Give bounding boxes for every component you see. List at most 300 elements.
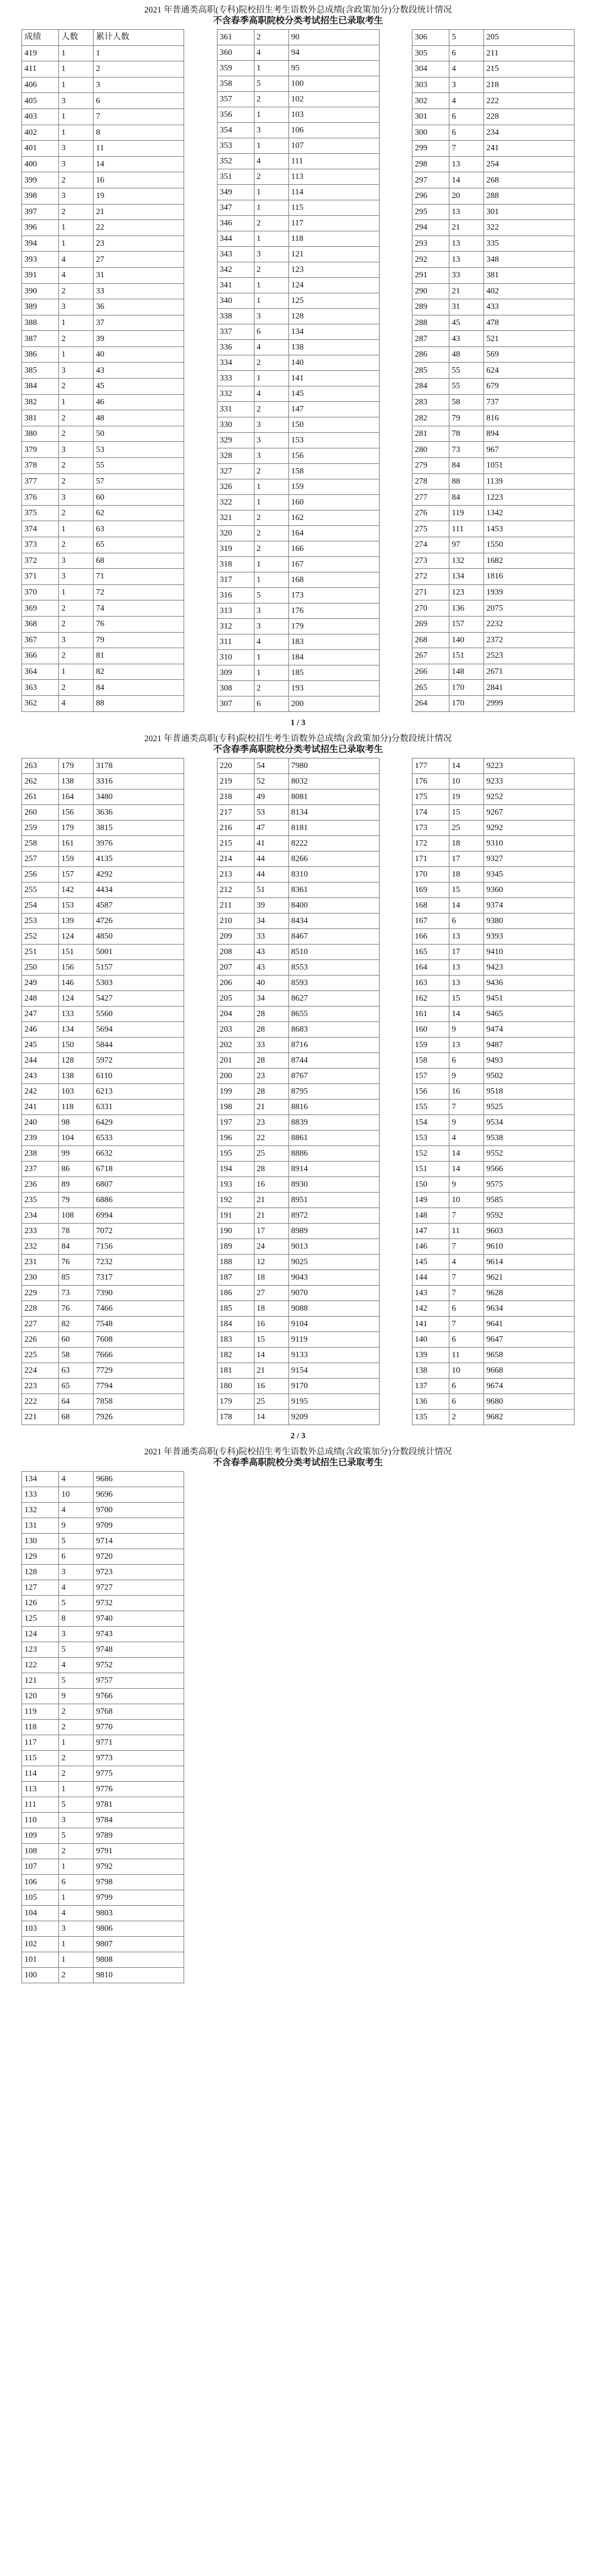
score-cell: 272 xyxy=(412,569,449,585)
count-cell: 1 xyxy=(254,479,288,495)
cumulative-cell: 27 xyxy=(94,252,184,268)
score-cell: 411 xyxy=(22,61,59,78)
header-cumulative: 累计人数 xyxy=(94,30,184,46)
score-cell: 280 xyxy=(412,442,449,458)
score-cell: 164 xyxy=(412,960,449,976)
cumulative-cell: 114 xyxy=(288,185,379,200)
score-cell: 239 xyxy=(22,1131,59,1146)
table-row xyxy=(22,537,184,553)
count-cell: 16 xyxy=(254,1379,288,1394)
cumulative-cell: 9810 xyxy=(94,1968,184,1983)
score-cell: 317 xyxy=(217,572,254,588)
score-cell: 216 xyxy=(217,821,254,836)
score-cell: 157 xyxy=(412,1069,449,1084)
score-cell: 356 xyxy=(217,107,254,123)
score-cell: 232 xyxy=(22,1239,59,1255)
table-row xyxy=(22,1410,184,1425)
page-subtitle: 不含春季高职院校分类考试招生已录取考生 xyxy=(213,745,383,754)
cumulative-cell: 57 xyxy=(94,473,184,490)
table-row xyxy=(217,402,379,417)
count-cell: 2 xyxy=(59,379,94,395)
cumulative-cell: 1682 xyxy=(484,553,575,569)
count-cell: 2 xyxy=(254,216,288,231)
table-row xyxy=(412,1084,575,1100)
table-row xyxy=(217,960,379,976)
count-cell: 1 xyxy=(254,572,288,588)
cumulative-cell: 9634 xyxy=(484,1301,575,1317)
cumulative-cell: 8795 xyxy=(288,1084,379,1100)
cumulative-cell: 1223 xyxy=(484,490,575,506)
score-cell: 322 xyxy=(217,495,254,510)
cumulative-cell: 9748 xyxy=(94,1642,184,1658)
cumulative-cell: 31 xyxy=(94,267,184,283)
count-cell: 86 xyxy=(59,1162,94,1177)
cumulative-cell: 6886 xyxy=(94,1193,184,1208)
score-cell: 358 xyxy=(217,76,254,92)
cumulative-cell: 8222 xyxy=(288,836,379,852)
cumulative-cell: 215 xyxy=(484,61,575,78)
cumulative-cell: 8510 xyxy=(288,945,379,960)
score-table-group xyxy=(21,1471,575,1983)
cumulative-cell: 11 xyxy=(94,141,184,157)
cumulative-cell: 9252 xyxy=(484,789,575,805)
score-cell: 291 xyxy=(412,267,449,283)
score-cell: 120 xyxy=(22,1689,59,1704)
table-row xyxy=(22,1100,184,1115)
count-cell: 3 xyxy=(59,156,94,172)
score-table xyxy=(412,29,575,712)
count-cell: 45 xyxy=(449,315,484,331)
count-cell: 13 xyxy=(449,252,484,268)
cumulative-cell: 894 xyxy=(484,426,575,442)
cumulative-cell: 6213 xyxy=(94,1084,184,1100)
score-cell: 293 xyxy=(412,236,449,252)
score-cell: 296 xyxy=(412,188,449,204)
count-cell: 1 xyxy=(59,315,94,331)
table-row xyxy=(412,1379,575,1394)
table-row xyxy=(412,252,575,268)
count-cell: 78 xyxy=(449,426,484,442)
table-row xyxy=(22,363,184,379)
table-row xyxy=(217,1100,379,1115)
count-cell: 28 xyxy=(254,1084,288,1100)
score-cell: 306 xyxy=(412,30,449,46)
score-cell: 330 xyxy=(217,417,254,433)
cumulative-cell: 6331 xyxy=(94,1100,184,1115)
cumulative-cell: 9525 xyxy=(484,1100,575,1115)
score-cell: 156 xyxy=(412,1084,449,1100)
table-row xyxy=(217,588,379,603)
count-cell: 1 xyxy=(254,200,288,216)
table-row xyxy=(412,61,575,78)
table-row xyxy=(22,648,184,664)
score-cell: 102 xyxy=(22,1937,59,1952)
count-cell: 6 xyxy=(449,109,484,125)
count-cell: 54 xyxy=(254,758,288,774)
count-cell: 7 xyxy=(449,1239,484,1255)
count-cell: 2 xyxy=(59,473,94,490)
score-cell: 192 xyxy=(217,1193,254,1208)
score-cell: 362 xyxy=(22,695,59,711)
score-cell: 295 xyxy=(412,204,449,220)
count-cell: 2 xyxy=(254,262,288,278)
score-cell: 361 xyxy=(217,30,254,45)
table-row xyxy=(412,505,575,521)
score-cell: 287 xyxy=(412,331,449,347)
cumulative-cell: 9327 xyxy=(484,852,575,867)
table-row xyxy=(217,417,379,433)
score-cell: 108 xyxy=(22,1844,59,1859)
count-cell: 11 xyxy=(449,1348,484,1363)
cumulative-cell: 9552 xyxy=(484,1146,575,1162)
count-cell: 13 xyxy=(449,960,484,976)
cumulative-cell: 55 xyxy=(94,458,184,474)
count-cell: 148 xyxy=(449,664,484,680)
score-cell: 182 xyxy=(217,1348,254,1363)
score-cell: 349 xyxy=(217,185,254,200)
cumulative-cell: 9773 xyxy=(94,1751,184,1766)
score-cell: 242 xyxy=(22,1084,59,1100)
cumulative-cell: 301 xyxy=(484,204,575,220)
table-row xyxy=(22,805,184,821)
score-cell: 210 xyxy=(217,914,254,929)
table-row xyxy=(22,852,184,867)
score-cell: 227 xyxy=(22,1317,59,1332)
table-row xyxy=(412,898,575,914)
cumulative-cell: 9518 xyxy=(484,1084,575,1100)
count-cell: 2 xyxy=(59,1844,94,1859)
table-row xyxy=(217,650,379,665)
cumulative-cell: 9575 xyxy=(484,1177,575,1193)
count-cell: 3 xyxy=(449,77,484,93)
count-cell: 104 xyxy=(59,1131,94,1146)
score-cell: 184 xyxy=(217,1317,254,1332)
score-cell: 405 xyxy=(22,93,59,109)
score-cell: 262 xyxy=(22,774,59,789)
cumulative-cell: 9798 xyxy=(94,1875,184,1890)
table-row xyxy=(217,1022,379,1038)
score-cell: 294 xyxy=(412,220,449,236)
count-cell: 2 xyxy=(59,600,94,617)
table-row xyxy=(22,821,184,836)
count-cell: 1 xyxy=(59,1735,94,1751)
count-cell: 3 xyxy=(59,188,94,204)
score-cell: 165 xyxy=(412,945,449,960)
count-cell: 2 xyxy=(59,1968,94,1983)
cumulative-cell: 159 xyxy=(288,479,379,495)
cumulative-cell: 268 xyxy=(484,172,575,188)
cumulative-cell: 3178 xyxy=(94,758,184,774)
count-cell: 34 xyxy=(254,991,288,1007)
count-cell: 8 xyxy=(59,1611,94,1627)
score-cell: 101 xyxy=(22,1952,59,1968)
count-cell: 84 xyxy=(59,1239,94,1255)
cumulative-cell: 145 xyxy=(288,386,379,402)
score-cell: 229 xyxy=(22,1286,59,1301)
cumulative-cell: 8989 xyxy=(288,1224,379,1239)
cumulative-cell: 254 xyxy=(484,156,575,172)
table-row xyxy=(22,1239,184,1255)
table-row xyxy=(412,1022,575,1038)
score-cell: 263 xyxy=(22,758,59,774)
cumulative-cell: 128 xyxy=(288,309,379,324)
table-row xyxy=(22,172,184,188)
score-cell: 372 xyxy=(22,553,59,569)
score-cell: 397 xyxy=(22,204,59,220)
count-cell: 3 xyxy=(254,309,288,324)
cumulative-cell: 6429 xyxy=(94,1115,184,1131)
cumulative-cell: 6807 xyxy=(94,1177,184,1193)
table-row xyxy=(217,30,379,45)
cumulative-cell: 9776 xyxy=(94,1782,184,1797)
score-cell: 300 xyxy=(412,125,449,141)
cumulative-cell: 9720 xyxy=(94,1549,184,1565)
count-cell: 17 xyxy=(449,852,484,867)
table-row xyxy=(22,1286,184,1301)
table-row xyxy=(412,204,575,220)
score-cell: 202 xyxy=(217,1038,254,1053)
count-cell: 4 xyxy=(254,45,288,61)
cumulative-cell: 8181 xyxy=(288,821,379,836)
count-cell: 2 xyxy=(254,526,288,541)
cumulative-cell: 9628 xyxy=(484,1286,575,1301)
count-cell: 10 xyxy=(59,1487,94,1503)
score-cell: 168 xyxy=(412,898,449,914)
count-cell: 151 xyxy=(449,648,484,664)
cumulative-cell: 53 xyxy=(94,442,184,458)
count-cell: 78 xyxy=(59,1224,94,1239)
table-row xyxy=(217,92,379,107)
table-row xyxy=(412,680,575,696)
score-table xyxy=(21,1471,184,1983)
cumulative-cell: 185 xyxy=(288,665,379,681)
count-cell: 111 xyxy=(449,521,484,537)
score-cell: 337 xyxy=(217,324,254,340)
score-cell: 181 xyxy=(217,1363,254,1379)
table-row xyxy=(22,1766,184,1782)
table-row xyxy=(22,1053,184,1069)
table-row xyxy=(217,448,379,464)
cumulative-cell: 8032 xyxy=(288,774,379,789)
score-cell: 307 xyxy=(217,696,254,712)
count-cell: 9 xyxy=(449,1115,484,1131)
table-row xyxy=(22,695,184,711)
cumulative-cell: 37 xyxy=(94,315,184,331)
cumulative-cell: 8361 xyxy=(288,883,379,898)
table-row xyxy=(22,789,184,805)
count-cell: 12 xyxy=(254,1255,288,1270)
cumulative-cell: 5694 xyxy=(94,1022,184,1038)
cumulative-cell: 193 xyxy=(288,681,379,696)
count-cell: 84 xyxy=(449,490,484,506)
cumulative-cell: 9013 xyxy=(288,1239,379,1255)
score-cell: 224 xyxy=(22,1363,59,1379)
score-cell: 161 xyxy=(412,1007,449,1022)
score-cell: 173 xyxy=(412,821,449,836)
table-row xyxy=(22,473,184,490)
cumulative-cell: 3 xyxy=(94,77,184,93)
count-cell: 18 xyxy=(449,867,484,883)
table-row xyxy=(22,1782,184,1797)
score-cell: 160 xyxy=(412,1022,449,1038)
score-cell: 264 xyxy=(412,695,449,711)
cumulative-cell: 9209 xyxy=(288,1410,379,1425)
count-cell: 2 xyxy=(59,204,94,220)
table-row xyxy=(22,204,184,220)
table-row xyxy=(217,200,379,216)
count-cell: 1 xyxy=(59,1952,94,1968)
count-cell: 9 xyxy=(449,1177,484,1193)
count-cell: 3 xyxy=(59,553,94,569)
cumulative-cell: 9803 xyxy=(94,1906,184,1921)
cumulative-cell: 9154 xyxy=(288,1363,379,1379)
count-cell: 124 xyxy=(59,991,94,1007)
table-row xyxy=(22,1859,184,1875)
table-row xyxy=(22,1379,184,1394)
cumulative-cell: 103 xyxy=(288,107,379,123)
cumulative-cell: 1453 xyxy=(484,521,575,537)
cumulative-cell: 3976 xyxy=(94,836,184,852)
count-cell: 164 xyxy=(59,789,94,805)
count-cell: 15 xyxy=(449,991,484,1007)
count-cell: 14 xyxy=(449,172,484,188)
cumulative-cell: 62 xyxy=(94,505,184,521)
cumulative-cell: 967 xyxy=(484,442,575,458)
score-cell: 419 xyxy=(22,45,59,61)
table-row xyxy=(217,681,379,696)
score-cell: 380 xyxy=(22,426,59,442)
count-cell: 9 xyxy=(59,1689,94,1704)
score-cell: 311 xyxy=(217,634,254,650)
cumulative-cell: 9502 xyxy=(484,1069,575,1084)
count-cell: 25 xyxy=(254,1146,288,1162)
count-cell: 52 xyxy=(254,774,288,789)
cumulative-cell: 9732 xyxy=(94,1596,184,1611)
score-cell: 385 xyxy=(22,363,59,379)
score-cell: 289 xyxy=(412,299,449,315)
score-cell: 209 xyxy=(217,929,254,945)
count-cell: 15 xyxy=(449,883,484,898)
count-cell: 31 xyxy=(449,299,484,315)
count-cell: 97 xyxy=(449,537,484,553)
cumulative-cell: 9474 xyxy=(484,1022,575,1038)
count-cell: 5 xyxy=(449,30,484,46)
cumulative-cell: 111 xyxy=(288,154,379,169)
cumulative-cell: 569 xyxy=(484,346,575,363)
cumulative-cell: 9436 xyxy=(484,976,575,991)
count-cell: 4 xyxy=(59,1658,94,1673)
table-row xyxy=(412,45,575,61)
cumulative-cell: 624 xyxy=(484,363,575,379)
table-row xyxy=(22,1022,184,1038)
count-cell: 6 xyxy=(254,324,288,340)
table-row xyxy=(412,1317,575,1332)
count-cell: 3 xyxy=(254,247,288,262)
count-cell: 3 xyxy=(59,490,94,506)
count-cell: 134 xyxy=(59,1022,94,1038)
score-cell: 376 xyxy=(22,490,59,506)
cumulative-cell: 9267 xyxy=(484,805,575,821)
table-row xyxy=(22,299,184,315)
table-row xyxy=(22,1472,184,1487)
table-row xyxy=(412,283,575,299)
count-cell: 2 xyxy=(254,402,288,417)
cumulative-cell: 205 xyxy=(484,30,575,46)
table-row xyxy=(22,1952,184,1968)
score-cell: 357 xyxy=(217,92,254,107)
table-row xyxy=(22,505,184,521)
score-cell: 278 xyxy=(412,473,449,490)
table-row xyxy=(412,914,575,929)
cumulative-cell: 9740 xyxy=(94,1611,184,1627)
score-cell: 106 xyxy=(22,1875,59,1890)
score-cell: 195 xyxy=(217,1146,254,1162)
count-cell: 6 xyxy=(449,125,484,141)
cumulative-cell: 9770 xyxy=(94,1720,184,1735)
count-cell: 9 xyxy=(59,1518,94,1534)
count-cell: 10 xyxy=(449,1193,484,1208)
count-cell: 2 xyxy=(254,169,288,185)
cumulative-cell: 4726 xyxy=(94,914,184,929)
table-row xyxy=(412,632,575,648)
cumulative-cell: 9614 xyxy=(484,1255,575,1270)
count-cell: 1 xyxy=(254,185,288,200)
count-cell: 2 xyxy=(59,537,94,553)
table-row xyxy=(22,109,184,125)
score-cell: 336 xyxy=(217,340,254,355)
score-cell: 276 xyxy=(412,505,449,521)
table-row xyxy=(412,929,575,945)
table-row xyxy=(412,976,575,991)
cumulative-cell: 156 xyxy=(288,448,379,464)
cumulative-cell: 107 xyxy=(288,138,379,154)
table-row xyxy=(22,188,184,204)
count-cell: 79 xyxy=(59,1193,94,1208)
count-cell: 2 xyxy=(254,681,288,696)
count-cell: 55 xyxy=(449,379,484,395)
table-row xyxy=(217,1007,379,1022)
score-cell: 396 xyxy=(22,220,59,236)
cumulative-cell: 2075 xyxy=(484,600,575,617)
score-cell: 261 xyxy=(22,789,59,805)
cumulative-cell: 222 xyxy=(484,93,575,109)
table-row xyxy=(412,1053,575,1069)
count-cell: 1 xyxy=(59,1859,94,1875)
table-row xyxy=(412,331,575,347)
table-row xyxy=(217,1239,379,1255)
table-row xyxy=(217,572,379,588)
cumulative-cell: 8744 xyxy=(288,1053,379,1069)
table-row xyxy=(22,346,184,363)
cumulative-cell: 162 xyxy=(288,510,379,526)
score-cell: 267 xyxy=(412,648,449,664)
cumulative-cell: 9592 xyxy=(484,1208,575,1224)
cumulative-cell: 8951 xyxy=(288,1193,379,1208)
score-cell: 208 xyxy=(217,945,254,960)
table-row xyxy=(412,125,575,141)
count-cell: 21 xyxy=(254,1208,288,1224)
score-cell: 373 xyxy=(22,537,59,553)
cumulative-cell: 8861 xyxy=(288,1131,379,1146)
score-cell: 132 xyxy=(22,1503,59,1518)
count-cell: 33 xyxy=(254,929,288,945)
table-row xyxy=(217,945,379,960)
score-cell: 316 xyxy=(217,588,254,603)
count-cell: 124 xyxy=(59,929,94,945)
table-row xyxy=(22,1921,184,1937)
score-cell: 326 xyxy=(217,479,254,495)
table-row xyxy=(412,141,575,157)
